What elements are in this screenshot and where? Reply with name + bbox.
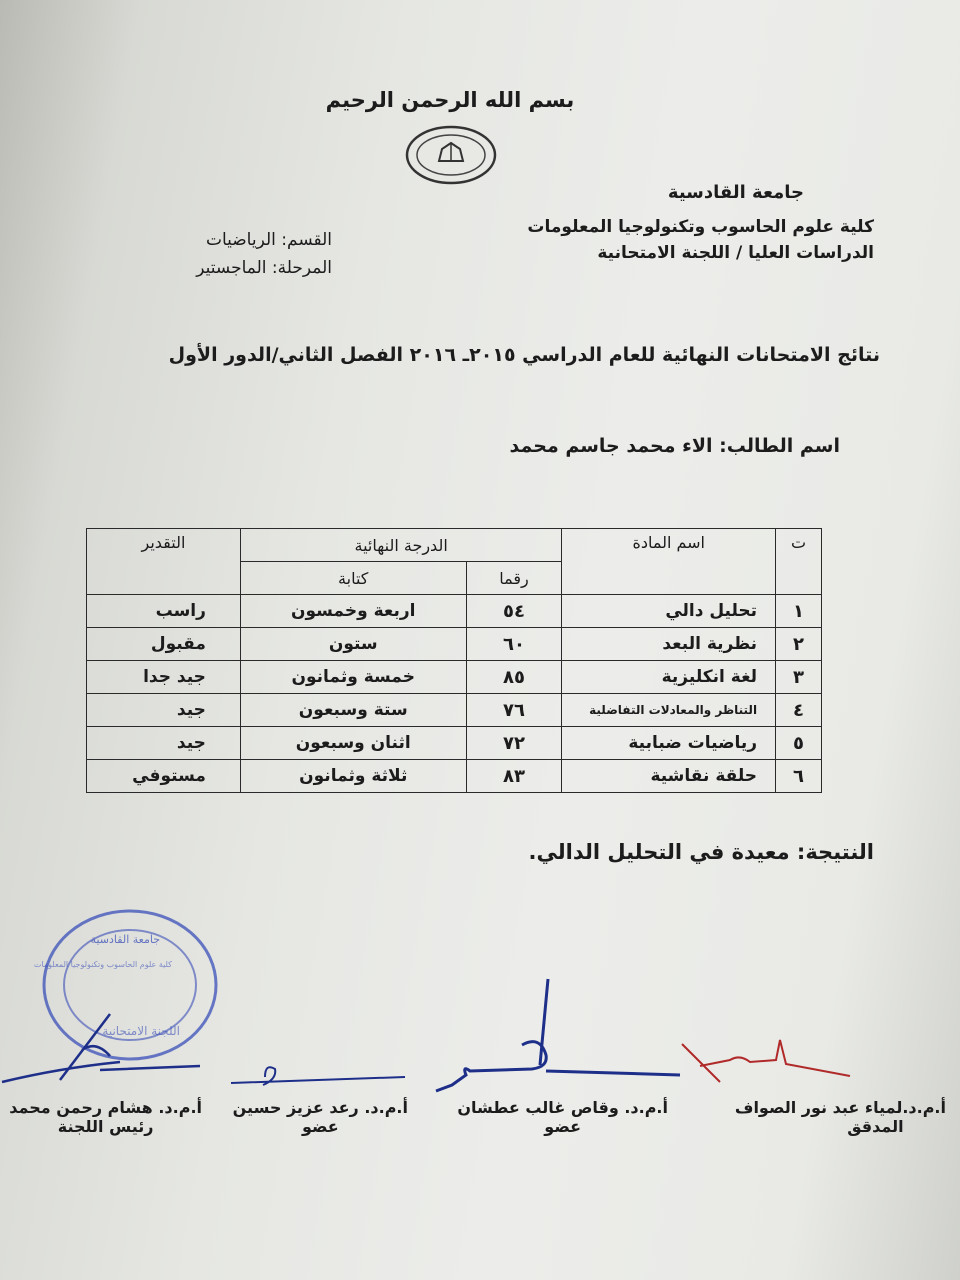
signature-name: أ.م.د. وقاص غالب عطشان xyxy=(457,1098,668,1117)
row-subject: حلقة نقاشية xyxy=(562,760,776,793)
row-written: اثنان وسبعون xyxy=(240,727,466,760)
signature-4-icon xyxy=(0,1010,220,1095)
row-written: خمسة وثمانون xyxy=(240,661,466,694)
student-name: الاء محمد جاسم محمد xyxy=(509,435,713,457)
signature-role: المدقق xyxy=(847,1117,904,1136)
stage-label: المرحلة: الماجستير xyxy=(196,258,332,278)
row-rating: جيد جدا xyxy=(87,661,241,694)
result-text: النتيجة: معيدة في التحليل الدالي. xyxy=(528,840,874,864)
stamp-text-top: جامعة القادسية xyxy=(90,933,160,946)
signature-role: رئيس اللجنة xyxy=(57,1117,154,1136)
row-rating: جيد xyxy=(87,727,241,760)
student-line xyxy=(510,435,840,457)
row-rating: مستوفي xyxy=(87,760,241,793)
table-row xyxy=(87,727,822,760)
grades-table xyxy=(86,528,822,793)
row-written: اربعة وخمسون xyxy=(240,595,466,628)
header-numeric: رقما xyxy=(466,562,562,595)
table-row xyxy=(87,694,822,727)
row-numeric: ٧٢ xyxy=(466,727,562,760)
row-subject: لغة انكليزية xyxy=(562,661,776,694)
signature-name: أ.م.د.لمياء عبد نور الصواف xyxy=(734,1098,946,1117)
header-rating: التقدير xyxy=(87,529,241,595)
university-seal-icon xyxy=(405,125,497,185)
row-subject: نظرية البعد xyxy=(562,628,776,661)
signature-name: أ.م.د. رعد عزيز حسين xyxy=(232,1098,408,1117)
college-name: كلية علوم الحاسوب وتكنولوجيا المعلومات xyxy=(527,217,874,237)
row-subject: تحليل دالي xyxy=(562,595,776,628)
signature-2-icon xyxy=(430,975,690,1095)
table-row xyxy=(87,760,822,793)
signature-name: أ.م.د. هشام رحمن محمد xyxy=(9,1098,202,1117)
row-index: ١ xyxy=(776,595,822,628)
row-written: ستون xyxy=(240,628,466,661)
signature-role: عضو xyxy=(544,1117,582,1136)
row-index: ٣ xyxy=(776,661,822,694)
header-subject: اسم المادة xyxy=(562,529,776,595)
signature-chair xyxy=(9,1098,202,1136)
row-subject: التناظر والمعادلات التفاضلية xyxy=(562,694,776,727)
row-rating: راسب xyxy=(87,595,241,628)
header-index: ت xyxy=(776,529,822,595)
section-label: القسم: الرياضيات xyxy=(205,230,332,250)
row-index: ٤ xyxy=(776,694,822,727)
stamp-text-bottom: اللجنة الامتحانية xyxy=(102,1024,180,1038)
signature-3-icon xyxy=(225,1055,415,1095)
row-numeric: ٥٤ xyxy=(466,595,562,628)
header-final-grade: الدرجة النهائية xyxy=(240,529,561,562)
basmala: بسم الله الرحمن الرحيم xyxy=(325,88,575,112)
table-row xyxy=(87,595,822,628)
row-index: ٦ xyxy=(776,760,822,793)
row-numeric: ٦٠ xyxy=(466,628,562,661)
table-row xyxy=(87,628,822,661)
row-written: ثلاثة وثمانون xyxy=(240,760,466,793)
row-numeric: ٨٥ xyxy=(466,661,562,694)
signature-1-icon xyxy=(680,1030,860,1090)
signature-member-1 xyxy=(457,1098,668,1136)
document-title: نتائج الامتحانات النهائية للعام الدراسي ٢٠١٥ـ ٢٠١٦ الفصل الثاني/الدور الأول xyxy=(168,344,880,366)
row-numeric: ٨٣ xyxy=(466,760,562,793)
row-index: ٥ xyxy=(776,727,822,760)
row-written: ستة وسبعون xyxy=(240,694,466,727)
signature-auditor xyxy=(735,1098,946,1136)
student-label: اسم الطالب: xyxy=(719,435,840,457)
header-written: كتابة xyxy=(240,562,466,595)
row-subject: رياضيات ضبابية xyxy=(562,727,776,760)
department-line: الدراسات العليا / اللجنة الامتحانية xyxy=(597,243,874,263)
row-rating: جيد xyxy=(87,694,241,727)
table-row xyxy=(87,661,822,694)
signature-role: عضو xyxy=(301,1117,339,1136)
stamp-text-mid: كلية علوم الحاسوب وتكنولوجيا المعلومات xyxy=(33,960,172,969)
row-index: ٢ xyxy=(776,628,822,661)
row-numeric: ٧٦ xyxy=(466,694,562,727)
row-rating: مقبول xyxy=(87,628,241,661)
university-name: جامعة القادسية xyxy=(667,182,804,203)
signature-member-2 xyxy=(233,1098,408,1136)
